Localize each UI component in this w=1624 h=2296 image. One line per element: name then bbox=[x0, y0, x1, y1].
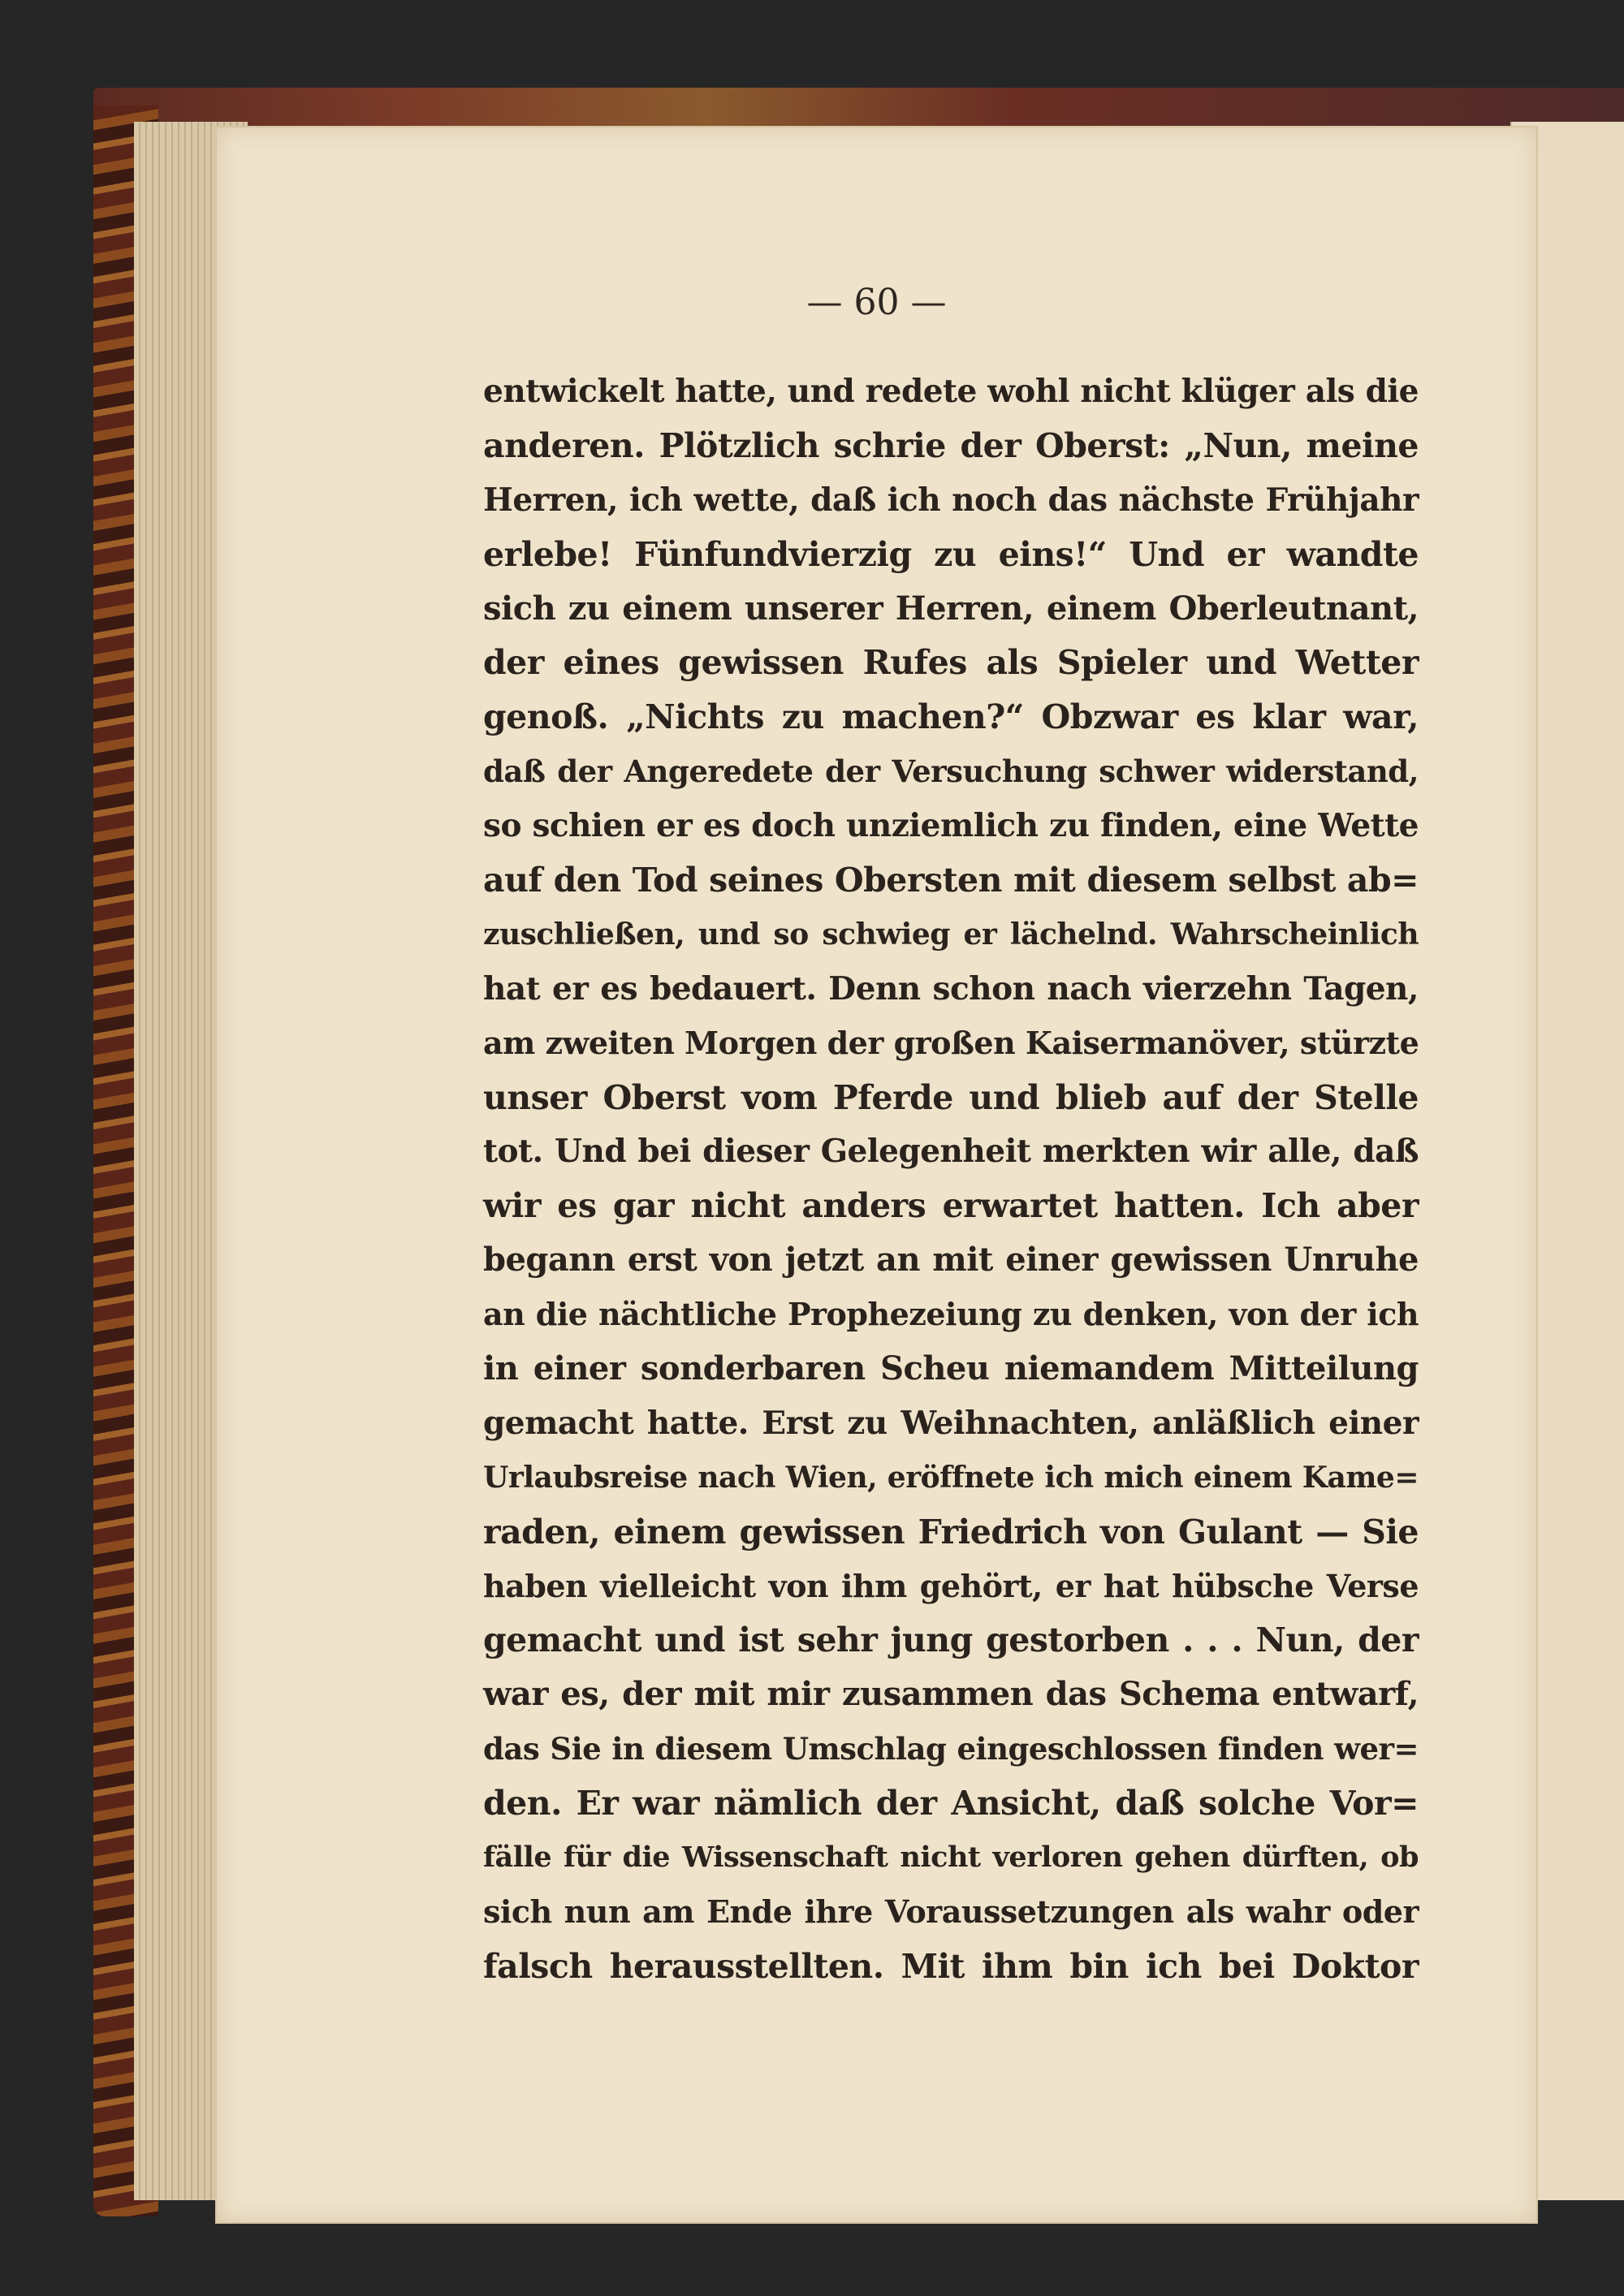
text-line: den. Er war nämlich der Ansicht, daß solche Vor= bbox=[483, 1784, 1419, 1823]
text-line: Urlaubsreise nach Wien, eröffnete ich mich einem Kame= bbox=[483, 1460, 1419, 1495]
text-line: haben vielleicht von ihm gehört, er hat hübsche Verse bbox=[483, 1567, 1419, 1604]
text-line: am zweiten Morgen der großen Kaisermanöver, stürzte bbox=[483, 1024, 1419, 1061]
text-line: anderen. Plötzlich schrie der Oberst: „Nun, meine bbox=[483, 425, 1419, 465]
text-line: gemacht und ist sehr jung gestorben . . . Nun, der bbox=[483, 1621, 1419, 1660]
text-line: Herren, ich wette, daß ich noch das nächste Frühjahr bbox=[483, 481, 1419, 519]
text-line: genoß. „Nichts zu machen?“ Obzwar es klar war, bbox=[483, 697, 1419, 737]
text-line: wir es gar nicht anders erwartet hatten. Ich aber bbox=[483, 1186, 1419, 1226]
text-line: tot. Und bei dieser Gelegenheit merkten wir alle, daß bbox=[483, 1133, 1419, 1171]
text-line: auf den Tod seines Obersten mit diesem selbst ab= bbox=[483, 861, 1419, 900]
text-line: daß der Angeredete der Versuchung schwer widerstand, bbox=[483, 753, 1419, 790]
text-line: so schien er es doch unziemlich zu finden, eine Wette bbox=[483, 807, 1419, 845]
text-line: falsch herausstellten. Mit ihm bin ich bei Doktor bbox=[483, 1946, 1419, 1986]
text-line: sich nun am Ende ihre Voraussetzungen als wahr oder bbox=[483, 1892, 1419, 1930]
text-line: war es, der mit mir zusammen das Schema entwarf, bbox=[483, 1675, 1419, 1714]
text-line: begann erst von jetzt an mit einer gewissen Unruhe bbox=[483, 1241, 1419, 1280]
page-number: — 60 — bbox=[806, 282, 947, 323]
text-line: an die nächtliche Prophezeiung zu denken, von der ich bbox=[483, 1296, 1419, 1333]
book-cover-top-edge bbox=[93, 88, 1624, 128]
text-line: der eines gewissen Rufes als Spieler und Wetter bbox=[483, 643, 1419, 683]
text-line: fälle für die Wissenschaft nicht verloren gehen dürften, ob bbox=[483, 1841, 1419, 1875]
text-line: erlebe! Fünfundvierzig zu eins!“ Und er wandte bbox=[483, 534, 1419, 574]
text-line: unser Oberst vom Pferde und blieb auf der Stelle bbox=[483, 1077, 1419, 1117]
text-line: raden, einem gewissen Friedrich von Gulant — Sie bbox=[483, 1512, 1419, 1552]
text-line: hat er es bedauert. Denn schon nach vierzehn Tagen, bbox=[483, 969, 1419, 1008]
text-line: sich zu einem unserer Herren, einem Oberleutnant, bbox=[483, 589, 1419, 628]
text-line: zuschließen, und so schwieg er lächelnd. Wahrscheinlich bbox=[483, 917, 1419, 952]
book-page bbox=[215, 126, 1538, 2224]
page-body-text bbox=[483, 365, 1419, 1994]
text-line: entwickelt hatte, und redete wohl nicht klüger als die bbox=[483, 373, 1419, 410]
text-line: in einer sonderbaren Scheu niemandem Mitteilung bbox=[483, 1349, 1419, 1388]
text-line: gemacht hatte. Erst zu Weihnachten, anläßlich einer bbox=[483, 1404, 1419, 1442]
text-line: das Sie in diesem Umschlag eingeschlossen finden wer= bbox=[483, 1731, 1419, 1767]
